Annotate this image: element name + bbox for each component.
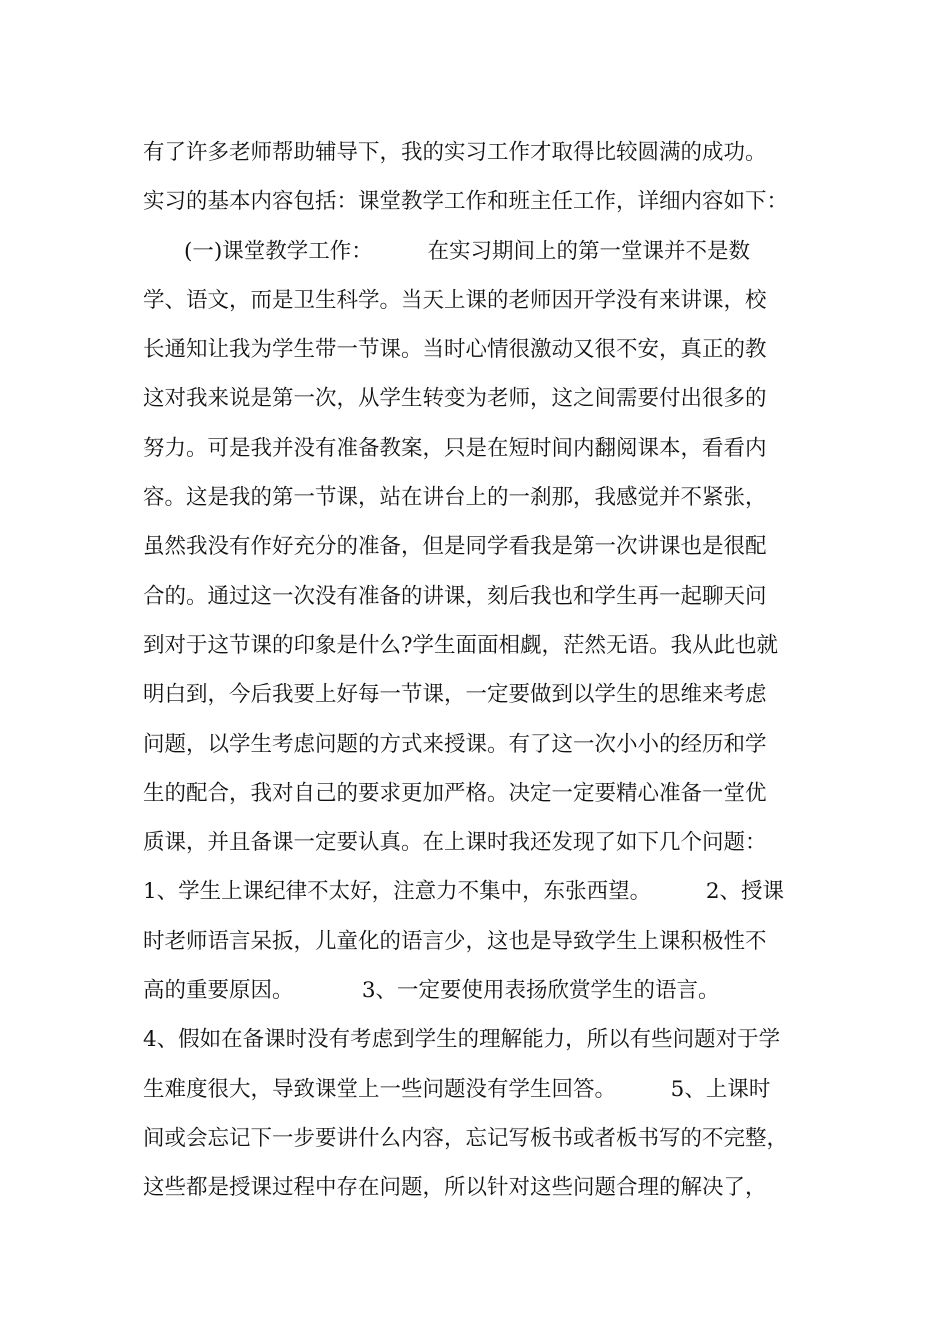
text-line: 合的。通过这一次没有准备的讲课，刻后我也和学生再一起聊天问 [143, 583, 767, 609]
text-line: 问题，以学生考虑问题的方式来授课。有了这一次小小的经历和学 [143, 731, 767, 757]
text-line: 实习的基本内容包括：课堂教学工作和班主任工作，详细内容如下： [143, 189, 789, 215]
text-line: 到对于这节课的印象是什么?学生面面相觑，茫然无语。我从此也就 [143, 632, 779, 658]
text-line: 容。这是我的第一节课，站在讲台上的一刹那，我感觉并不紧张， [143, 485, 767, 511]
text-line: 1、学生上课纪律不太好，注意力不集中，东张西望。 2、授课 [143, 879, 785, 905]
text-line: 有了许多老师帮助辅导下，我的实习工作才取得比较圆满的成功。 [143, 140, 767, 165]
text-line: 这对我来说是第一次，从学生转变为老师，这之间需要付出很多的 [143, 386, 767, 412]
text-line: (一)课堂教学工作： 在实习期间上的第一堂课并不是数 [143, 238, 750, 264]
text-line: 努力。可是我并没有准备教案，只是在短时间内翻阅课本，看看内 [143, 435, 767, 461]
text-line: 时老师语言呆扳，儿童化的语言少，这也是导致学生上课积极性不 [143, 928, 767, 954]
text-line: 间或会忘记下一步要讲什么内容，忘记写板书或者板书写的不完整， [143, 1125, 789, 1151]
text-line: 这些都是授课过程中存在问题，所以针对这些问题合理的解决了， [143, 1175, 767, 1201]
text-line: 生的配合，我对自己的要求更加严格。决定一定要精心准备一堂优 [143, 780, 767, 806]
text-line: 学、语文，而是卫生科学。当天上课的老师因开学没有来讲课，校 [143, 287, 767, 313]
text-line: 明白到，今后我要上好每一节课，一定要做到以学生的思维来考虑 [143, 682, 767, 708]
text-line: 质课，并且备课一定要认真。在上课时我还发现了如下几个问题： [143, 830, 767, 856]
text-line: 长通知让我为学生带一节课。当时心情很激动又很不安，真正的教 [143, 337, 767, 363]
text-line: 生难度很大，导致课堂上一些问题没有学生回答。 5、上课时 [143, 1076, 771, 1102]
text-line: 4、假如在备课时没有考虑到学生的理解能力，所以有些问题对于学 [143, 1027, 781, 1053]
text-line: 虽然我没有作好充分的准备，但是同学看我是第一次讲课也是很配 [143, 534, 767, 560]
body-text [143, 128, 823, 1213]
text-line: 高的重要原因。 3、一定要使用表扬欣赏学生的语言。 [143, 978, 720, 1004]
